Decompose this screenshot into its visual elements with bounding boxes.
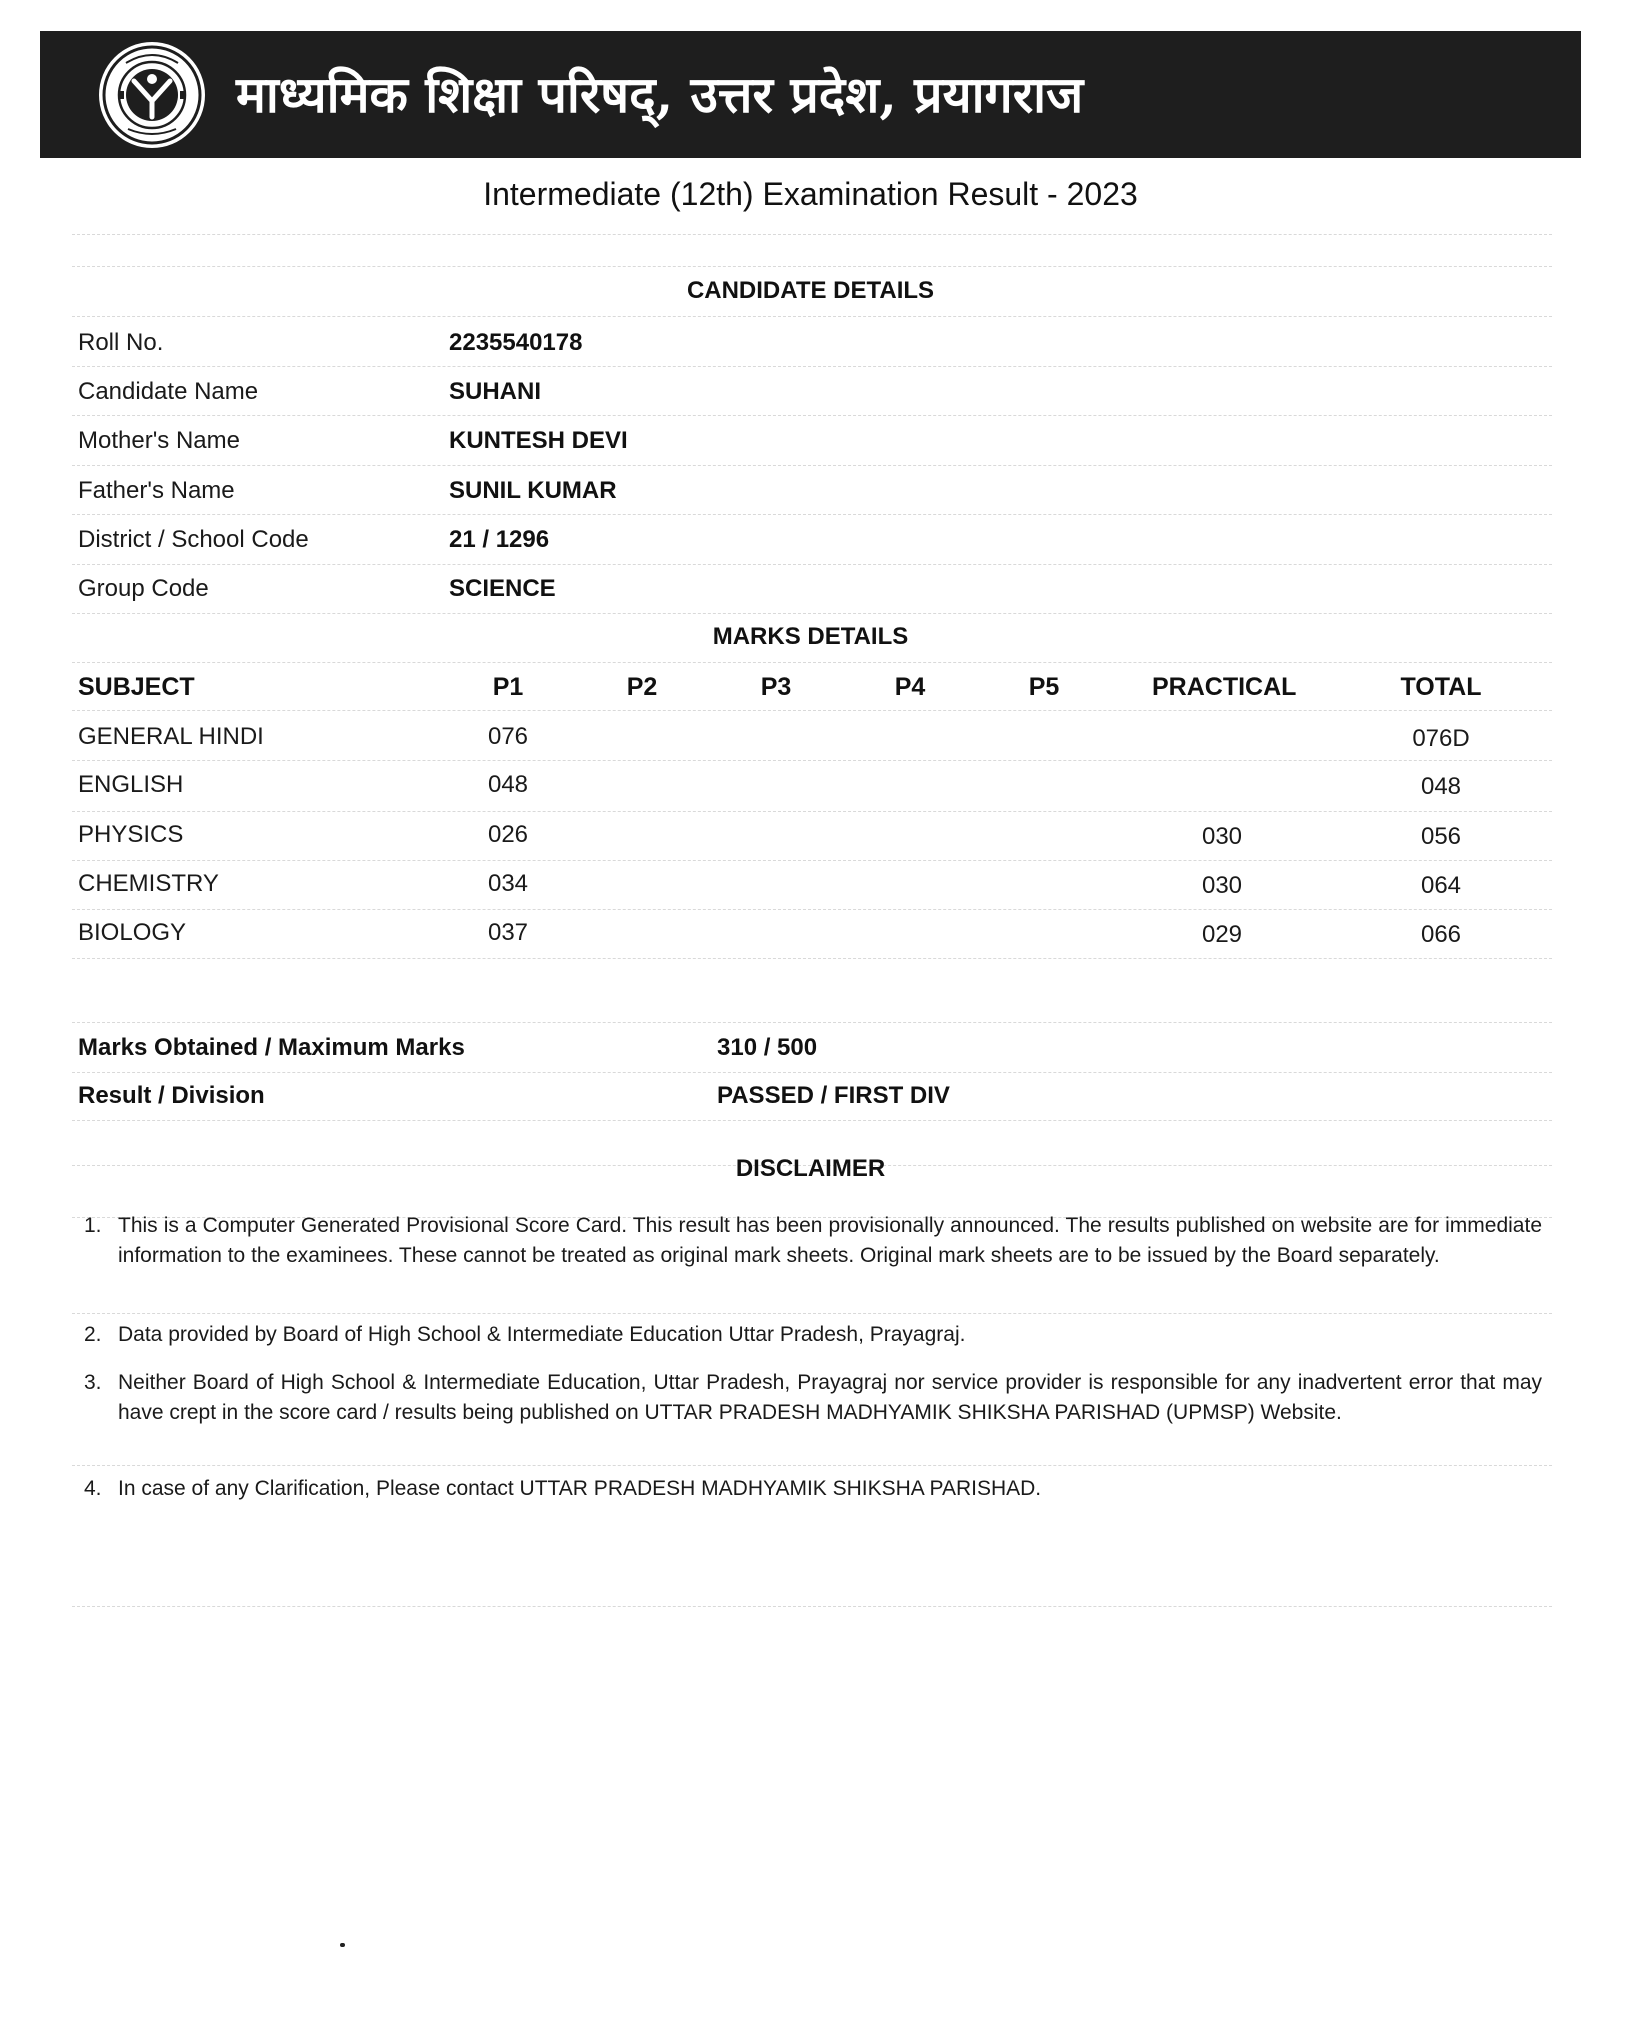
upmsp-seal-icon [96,39,208,151]
col-header-practical: PRACTICAL [1152,673,1297,701]
roll-no-label: Roll No. [78,329,164,356]
disclaimer-number: 1. [84,1214,102,1237]
divider [72,1022,1552,1023]
marks-obtained-value: 310 / 500 [717,1034,818,1061]
marks-details-heading: MARKS DETAILS [712,623,909,650]
disclaimer-number: 3. [84,1371,102,1394]
divider [72,1465,1552,1466]
disclaimer-text: This is a Computer Generated Provisional Score Card. This result has been provisionally announced. The results published on website are for immediate information to the examinees. These cannot be treated as original mark sheets. Original mark sheets are to be issued by the Board separately. [118,1214,1542,1267]
roll-no-value: 2235540178 [449,329,583,356]
marks-obtained-label: Marks Obtained / Maximum Marks [78,1034,465,1061]
total-cell: 066 [1420,921,1462,948]
divider [72,514,1552,515]
divider [72,860,1552,861]
col-header-p2: P2 [626,673,658,701]
group-code-value: SCIENCE [449,575,556,602]
divider [72,1072,1552,1073]
divider [72,909,1552,910]
divider [72,613,1552,614]
divider [72,958,1552,959]
disclaimer-text: Data provided by Board of High School & Intermediate Education Uttar Pradesh, Prayagraj. [118,1323,966,1346]
divider [72,366,1552,367]
practical-cell: 029 [1201,921,1243,948]
divider [72,1120,1552,1121]
divider [72,266,1552,267]
practical-cell: 030 [1201,872,1243,899]
disclaimer-item [84,1368,1542,1428]
divider [72,1606,1552,1607]
divider [72,710,1552,711]
total-cell: 076D [1412,725,1470,752]
candidate-name-value: SUHANI [449,378,542,405]
mother-name-label: Mother's Name [78,427,240,454]
disclaimer-heading: DISCLAIMER [735,1155,886,1182]
practical-cell: 030 [1201,823,1243,850]
subject-cell: CHEMISTRY [78,870,219,897]
subject-cell: PHYSICS [78,821,184,848]
mother-name-value: KUNTESH DEVI [449,427,628,454]
col-header-p3: P3 [760,673,792,701]
district-school-code-label: District / School Code [78,526,309,553]
disclaimer-text: Neither Board of High School & Intermediate Education, Uttar Pradesh, Prayagraj nor service provider is responsible for any inadvertent error that may have crept in the score card / results being published on UTTAR PRADESH MADHYAMIK SHIKSHA PARISHAD (UPMSP) Website. [118,1371,1542,1424]
p1-cell: 034 [487,870,529,897]
p1-cell: 048 [487,771,529,798]
divider [72,564,1552,565]
scan-speck [340,1943,345,1947]
col-header-p1: P1 [492,673,524,701]
result-division-label: Result / Division [78,1082,265,1109]
p1-cell: 076 [487,723,529,750]
col-header-p5: P5 [1028,673,1060,701]
divider [72,415,1552,416]
disclaimer-item [84,1211,1542,1271]
divider [72,1313,1552,1314]
divider [72,662,1552,663]
subject-cell: BIOLOGY [78,919,187,946]
board-name: माध्यमिक शिक्षा परिषद्, उत्तर प्रदेश, प्रयागराज [236,65,1084,124]
divider [72,234,1552,235]
divider [72,760,1552,761]
divider [72,465,1552,466]
col-header-total: TOTAL [1400,673,1482,701]
total-cell: 056 [1420,823,1462,850]
total-cell: 064 [1420,872,1462,899]
father-name-value: SUNIL KUMAR [449,477,617,504]
divider [72,811,1552,812]
header-banner [40,31,1581,158]
p1-cell: 037 [487,919,529,946]
disclaimer-text: In case of any Clarification, Please contact UTTAR PRADESH MADHYAMIK SHIKSHA PARISHAD. [118,1477,1042,1500]
disclaimer-item [84,1474,1542,1504]
district-school-code-value: 21 / 1296 [449,526,550,553]
subject-cell: GENERAL HINDI [78,723,264,750]
p1-cell: 026 [487,821,529,848]
group-code-label: Group Code [78,575,209,602]
disclaimer-item [84,1320,1542,1350]
father-name-label: Father's Name [78,477,235,504]
disclaimer-number: 2. [84,1323,102,1346]
col-header-subject: SUBJECT [78,673,195,701]
subject-cell: ENGLISH [78,771,184,798]
candidate-name-label: Candidate Name [78,378,259,405]
total-cell: 048 [1420,773,1462,800]
col-header-p4: P4 [894,673,926,701]
page-title: Intermediate (12th) Examination Result - 2023 [483,176,1138,212]
divider [72,316,1552,317]
candidate-details-heading: CANDIDATE DETAILS [686,277,935,304]
result-division-value: PASSED / FIRST DIV [717,1082,950,1109]
disclaimer-number: 4. [84,1477,102,1500]
